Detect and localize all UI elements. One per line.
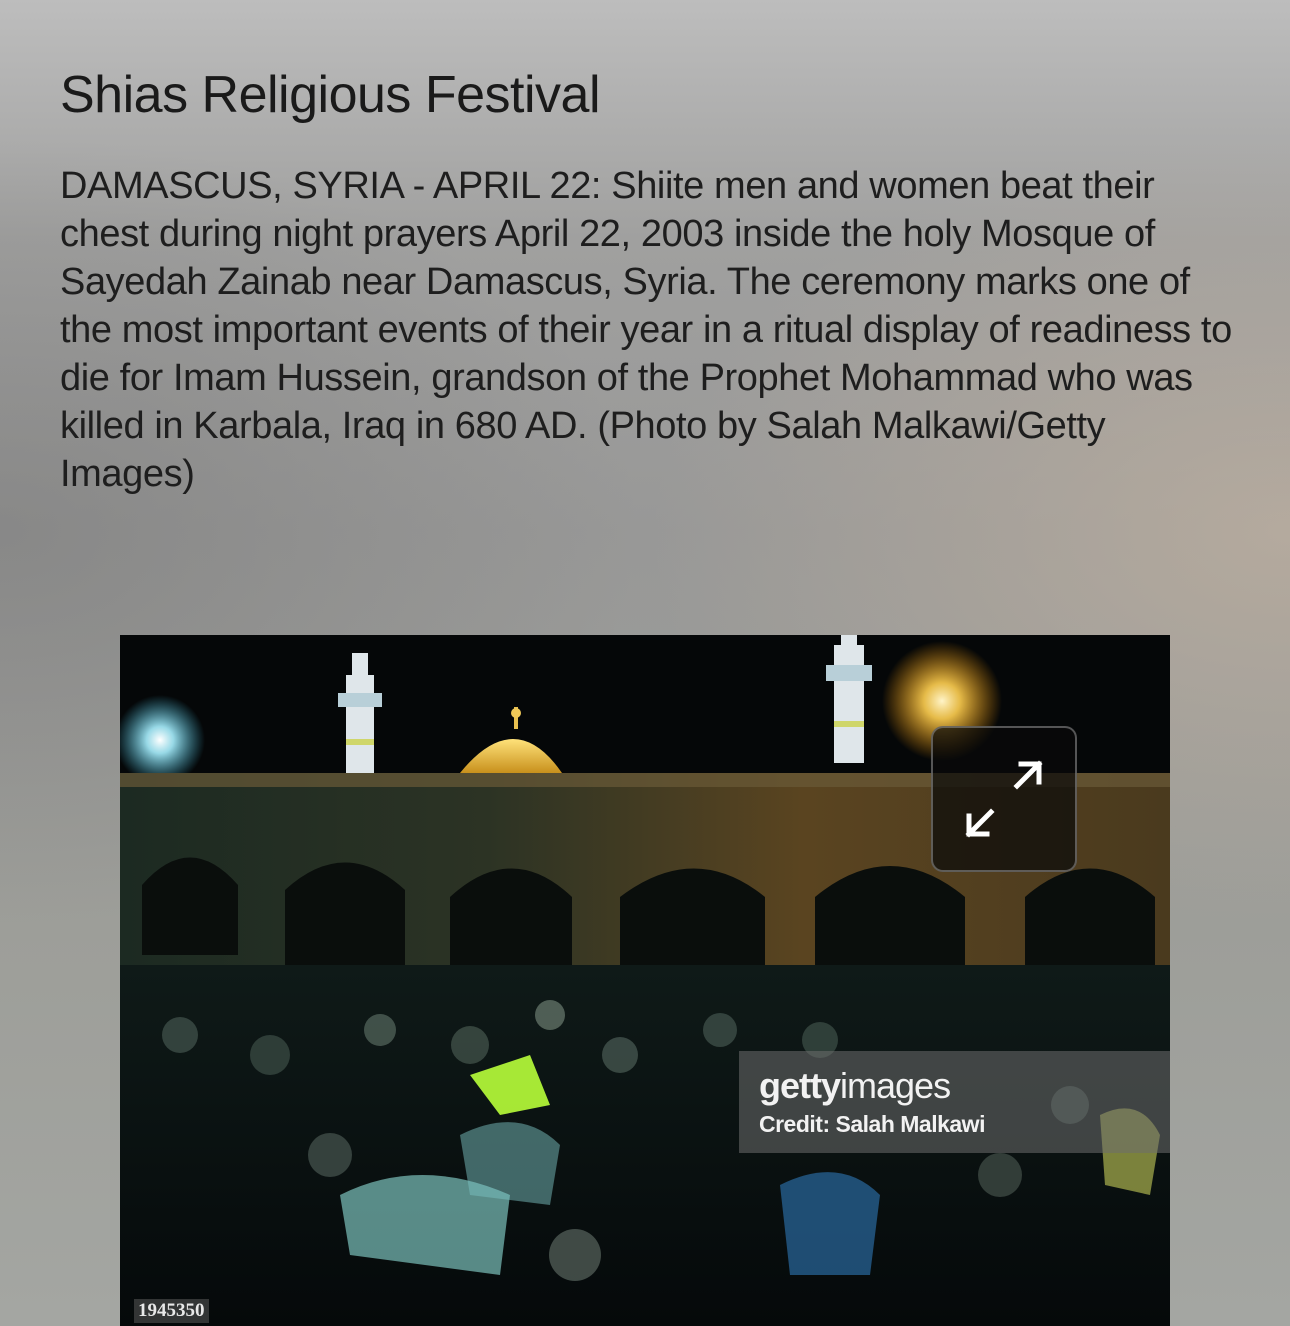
article-title: Shias Religious Festival	[60, 66, 601, 124]
article-photo[interactable]	[120, 635, 1170, 1326]
getty-images-logo: gettyimages	[759, 1065, 951, 1106]
expand-image-button[interactable]	[931, 726, 1077, 872]
getty-watermark	[739, 1051, 1170, 1153]
photo-credit: Credit: Salah Malkawi	[759, 1111, 985, 1137]
article-caption: DAMASCUS, SYRIA - APRIL 22: Shiite men and women beat their chest during night prayers April 22, 2003 inside the holy Mosque of Sayedah Zainab near Damascus, Syria. The ceremony marks one of the most important events of their year in a ritual display of readiness to die for Imam Hussein, grandson of the Prophet Mohammad who was killed in Karbala, Iraq in 680 AD. (Photo by Salah Malkawi/Getty Images)	[60, 165, 1232, 495]
image-id-label: 1945350	[134, 1299, 209, 1323]
expand-arrows-icon	[933, 728, 1075, 870]
